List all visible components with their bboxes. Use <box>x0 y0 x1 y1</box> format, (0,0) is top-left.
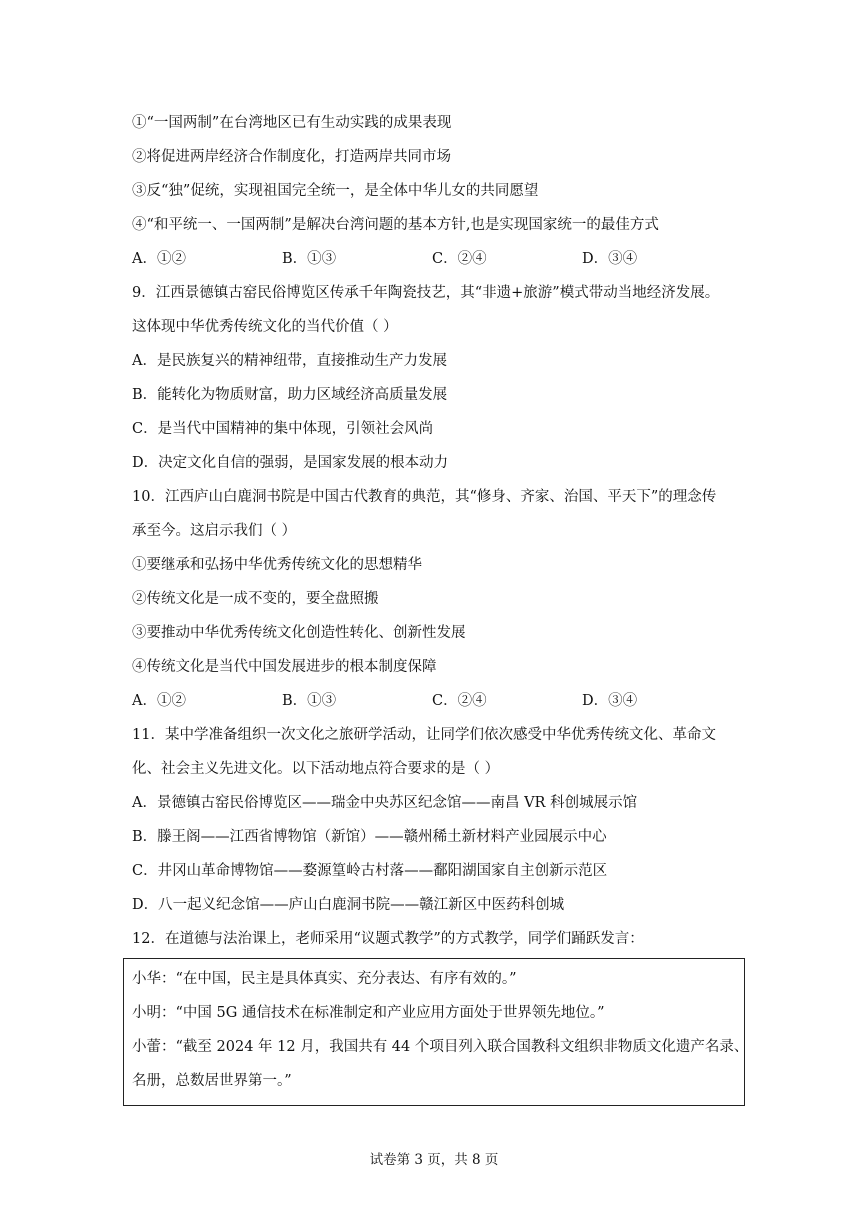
page-footer: 试卷第 3 页，共 8 页 <box>369 1152 499 1168</box>
q10-stem-line-2: 承至今。这启示我们（ ） <box>132 523 297 539</box>
q11-option-c[interactable]: C．井冈山革命博物馆——婺源篁岭古村落——鄱阳湖国家自主创新示范区 <box>132 863 608 879</box>
q12-quote-xiaolei-line-1: 小蕾：“截至 2024 年 12 月，我国共有 44 个项目列入联合国教科文组织非物质文化遗产名录、 <box>132 1039 749 1055</box>
q9-stem-line-2: 这体现中华优秀传统文化的当代价值（ ） <box>132 319 398 335</box>
q10-option-b[interactable]: B．①③ <box>282 693 337 709</box>
q11-option-a[interactable]: A．景德镇古窑民俗博览区——瑞金中央苏区纪念馆——南昌 VR 科创城展示馆 <box>132 795 638 811</box>
q12-quote-box <box>123 958 749 1106</box>
q9-option-a[interactable]: A．是民族复兴的精神纽带，直接推动生产力发展 <box>132 353 447 369</box>
q12-quote-xiaoming: 小明：“中国 5G 通信技术在标准制定和产业应用方面处于世界领先地位。” <box>132 1005 605 1021</box>
q8-option-b[interactable]: B．①③ <box>282 251 337 267</box>
q9-option-c[interactable]: C．是当代中国精神的集中体现，引领社会风尚 <box>132 421 434 437</box>
q9-option-d[interactable]: D．决定文化自信的强弱，是国家发展的根本动力 <box>132 455 449 471</box>
q8-statement-3: ③反“独”促统，实现祖国完全统一，是全体中华儿女的共同愿望 <box>132 183 539 199</box>
q10-option-d[interactable]: D．③④ <box>582 693 638 709</box>
q8-option-a[interactable]: A．①② <box>132 251 186 267</box>
q8-option-c[interactable]: C．②④ <box>432 251 487 267</box>
q10-option-a[interactable]: A．①② <box>132 693 186 709</box>
q11-stem-line-2: 化、社会主义先进文化。以下活动地点符合要求的是（ ） <box>132 761 500 777</box>
q11-stem-line-1: 11．某中学准备组织一次文化之旅研学活动，让同学们依次感受中华优秀传统文化、革命文 <box>132 727 716 743</box>
q11-option-d[interactable]: D．八一起义纪念馆——庐山白鹿洞书院——赣江新区中医药科创城 <box>132 897 565 913</box>
q10-statement-4: ④传统文化是当代中国发展进步的根本制度保障 <box>132 659 437 675</box>
q10-stem-line-1: 10．江西庐山白鹿洞书院是中国古代教育的典范，其“修身、齐家、治国、平天下”的理念传 <box>132 489 717 505</box>
q9-stem-line-1: 9．江西景德镇古窑民俗博览区传承千年陶瓷技艺，其“非遗+旅游”模式带动当地经济发展。 <box>132 285 720 301</box>
q12-quote-xiaolei-line-2: 名册，总数居世界第一。” <box>132 1073 292 1089</box>
q10-statement-2: ②传统文化是一成不变的，要全盘照搬 <box>132 591 379 607</box>
q10-statement-1: ①要继承和弘扬中华优秀传统文化的思想精华 <box>132 557 422 573</box>
q11-option-b[interactable]: B．滕王阁——江西省博物馆（新馆）——赣州稀土新材料产业园展示中心 <box>132 829 607 845</box>
q8-statement-1: ①“一国两制”在台湾地区已有生动实践的成果表现 <box>132 115 452 131</box>
q10-option-c[interactable]: C．②④ <box>432 693 487 709</box>
q8-statement-2: ②将促进两岸经济合作制度化，打造两岸共同市场 <box>132 149 451 165</box>
q12-quote-xiaohua: 小华：“在中国，民主是具体真实、充分表达、有序有效的。” <box>132 971 517 987</box>
q9-option-b[interactable]: B．能转化为物质财富，助力区域经济高质量发展 <box>132 387 448 403</box>
q12-stem: 12．在道德与法治课上，老师采用“议题式教学”的方式教学，同学们踊跃发言： <box>132 931 644 947</box>
q10-statement-3: ③要推动中华优秀传统文化创造性转化、创新性发展 <box>132 625 466 641</box>
q8-statement-4: ④“和平统一、一国两制”是解决台湾问题的基本方针,也是实现国家统一的最佳方式 <box>132 217 659 233</box>
q8-option-d[interactable]: D．③④ <box>582 251 638 267</box>
